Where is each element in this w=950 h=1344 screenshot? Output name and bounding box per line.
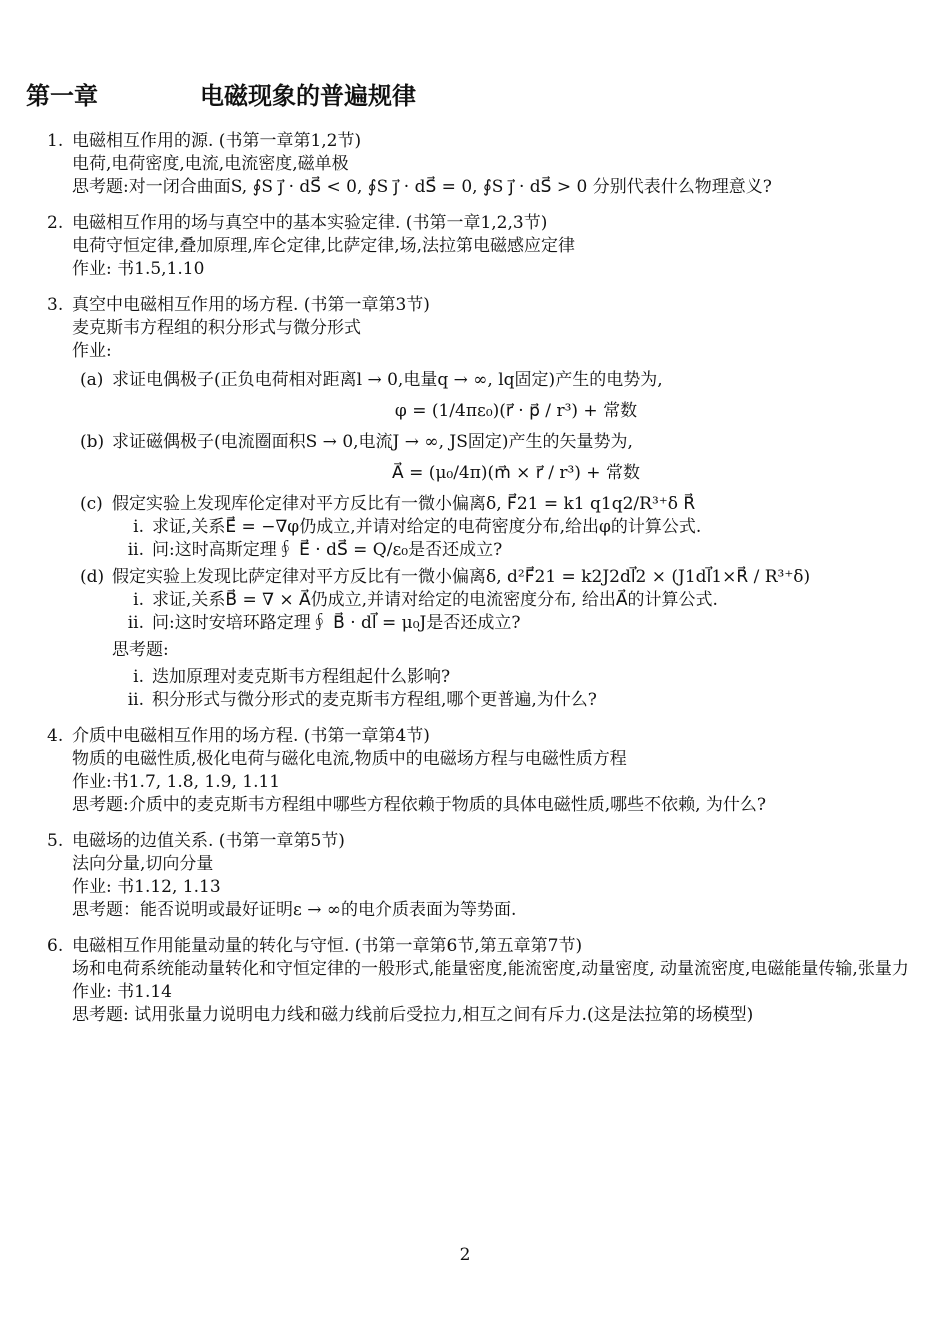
item-question: 思考题:介质中的麦克斯韦方程组中哪些方程依赖于物质的具体电磁性质,哪些不依赖, 为什么? bbox=[72, 795, 767, 815]
item-homework: 作业: 书1.12, 1.13 bbox=[72, 877, 221, 897]
item-homework: 作业: 书1.5,1.10 bbox=[72, 259, 205, 279]
thinking-point-ii bbox=[112, 689, 920, 712]
outline-item-6 bbox=[40, 935, 920, 1027]
equation-text: φ = (1/4πε₀)(r⃗ · p⃗ / r³) + 常数 bbox=[394, 401, 638, 421]
outline-item-4 bbox=[40, 725, 920, 817]
item-question: 思考题: 试用张量力说明电力线和磁力线前后受拉力,相互之间有斥力.(这是法拉第的场模型) bbox=[72, 1005, 754, 1025]
outline-item-1 bbox=[40, 130, 920, 199]
item-topics: 场和电荷系统能动量转化和守恒定律的一般形式,能量密度,能流密度,动量密度, 动量流密度,电磁能量传输,张量力 bbox=[72, 959, 909, 979]
outline-item-5 bbox=[40, 830, 920, 922]
chapter-label: 第一章 bbox=[26, 82, 98, 110]
item-topics: 物质的电磁性质,极化电荷与磁化电流,物质中的电磁场方程与电磁性质方程 bbox=[72, 749, 627, 769]
thinking-list bbox=[72, 666, 920, 712]
item-title: 真空中电磁相互作用的场方程. (书第一章第3节) bbox=[72, 295, 430, 315]
outline-item-3 bbox=[40, 294, 920, 712]
thinking-label: 思考题: bbox=[112, 640, 169, 660]
point-label: i. bbox=[133, 667, 144, 687]
item-topics: 麦克斯韦方程组的积分形式与微分形式 bbox=[72, 318, 361, 338]
equation-magnetic-dipole bbox=[112, 462, 920, 485]
subitem-label: (d) bbox=[80, 567, 105, 587]
equation-electric-dipole bbox=[112, 400, 920, 423]
item-number: 1. bbox=[47, 131, 64, 151]
subitem-a bbox=[72, 369, 920, 423]
item-title: 介质中电磁相互作用的场方程. (书第一章第4节) bbox=[72, 726, 430, 746]
item-title: 电磁场的边值关系. (书第一章第5节) bbox=[72, 831, 345, 851]
point-label: ii. bbox=[127, 690, 144, 710]
outline-list bbox=[40, 130, 920, 1040]
item-homework: 作业: 书1.14 bbox=[72, 982, 172, 1002]
item-number: 5. bbox=[47, 831, 64, 851]
subitem-d bbox=[72, 566, 920, 635]
point-ii bbox=[112, 539, 920, 562]
item-topics: 电荷守恒定律,叠加原理,库仑定律,比萨定律,场,法拉第电磁感应定律 bbox=[72, 236, 576, 256]
point-text: 积分形式与微分形式的麦克斯韦方程组,哪个更普遍,为什么? bbox=[152, 690, 597, 710]
point-text: 求证,关系E⃗ = −∇φ仍成立,并请对给定的电荷密度分布,给出φ的计算公式. bbox=[152, 517, 702, 537]
item-title: 电磁相互作用的源. (书第一章第1,2节) bbox=[72, 131, 362, 151]
thinking-point-i bbox=[112, 666, 920, 689]
item-number: 2. bbox=[47, 213, 64, 233]
chapter-heading bbox=[26, 80, 906, 112]
subitem-b bbox=[72, 431, 920, 485]
outline-item-2 bbox=[40, 212, 920, 281]
point-i bbox=[112, 516, 920, 539]
item-topics: 电荷,电荷密度,电流,电流密度,磁单极 bbox=[72, 154, 349, 174]
item-homework: 作业: bbox=[72, 341, 112, 361]
subitem-label: (c) bbox=[80, 494, 103, 514]
point-label: i. bbox=[133, 590, 144, 610]
item-number: 6. bbox=[47, 936, 64, 956]
subitem-label: (a) bbox=[80, 370, 104, 390]
item-number: 4. bbox=[47, 726, 64, 746]
point-text: 问:这时安培环路定理∮ B⃗ · dl⃗ = μ₀J是否还成立? bbox=[152, 613, 521, 633]
point-label: ii. bbox=[127, 540, 144, 560]
item-number: 3. bbox=[47, 295, 64, 315]
point-i bbox=[112, 589, 920, 612]
point-text: 问:这时高斯定理∮ E⃗ · dS⃗ = Q/ε₀是否还成立? bbox=[152, 540, 503, 560]
item-topics: 法向分量,切向分量 bbox=[72, 854, 214, 874]
subitem-text: 求证磁偶极子(电流圈面积S → 0,电流J → ∞, JS固定)产生的矢量势为, bbox=[112, 432, 633, 452]
page-number: 2 bbox=[459, 1245, 471, 1265]
subitem-c bbox=[72, 493, 920, 566]
point-label: ii. bbox=[127, 613, 144, 633]
item-homework: 作业:书1.7, 1.8, 1.9, 1.11 bbox=[72, 772, 281, 792]
item-question: 思考题:对一闭合曲面S, ∮S j⃗ · dS⃗ < 0, ∮S j⃗ · dS⃗ = 0, ∮S j⃗ · dS⃗ > 0 分别代表什么物理意义? bbox=[72, 177, 772, 197]
subitem-text: 假定实验上发现比萨定律对平方反比有一微小偏离δ, d²F⃗21 = k2J2dl⃗2 × (J1dl⃗1×R⃗ / R³⁺δ) bbox=[112, 567, 811, 587]
subitem-text: 假定实验上发现库伦定律对平方反比有一微小偏离δ, F⃗21 = k1 q1q2/R³⁺δ R⃗ bbox=[112, 494, 696, 514]
item-title: 电磁相互作用能量动量的转化与守恒. (书第一章第6节,第五章第7节) bbox=[72, 936, 583, 956]
equation-text: A⃗ = (μ₀/4π)(m⃗ × r⃗ / r³) + 常数 bbox=[392, 463, 640, 483]
point-text: 迭加原理对麦克斯韦方程组起什么影响? bbox=[152, 667, 451, 687]
point-ii bbox=[112, 612, 920, 635]
subitem-label: (b) bbox=[80, 432, 105, 452]
item-title: 电磁相互作用的场与真空中的基本实验定律. (书第一章1,2,3节) bbox=[72, 213, 548, 233]
subitem-text: 求证电偶极子(正负电荷相对距离l → 0,电量q → ∞, lq固定)产生的电势为, bbox=[112, 370, 663, 390]
point-label: i. bbox=[133, 517, 144, 537]
item-question: 思考题：能否说明或最好证明ε → ∞的电介质表面为等势面. bbox=[72, 900, 517, 920]
chapter-title: 电磁现象的普遍规律 bbox=[200, 82, 416, 110]
point-text: 求证,关系B⃗ = ∇ × A⃗仍成立,并请对给定的电流密度分布, 给出A⃗的计算公式. bbox=[152, 590, 718, 610]
